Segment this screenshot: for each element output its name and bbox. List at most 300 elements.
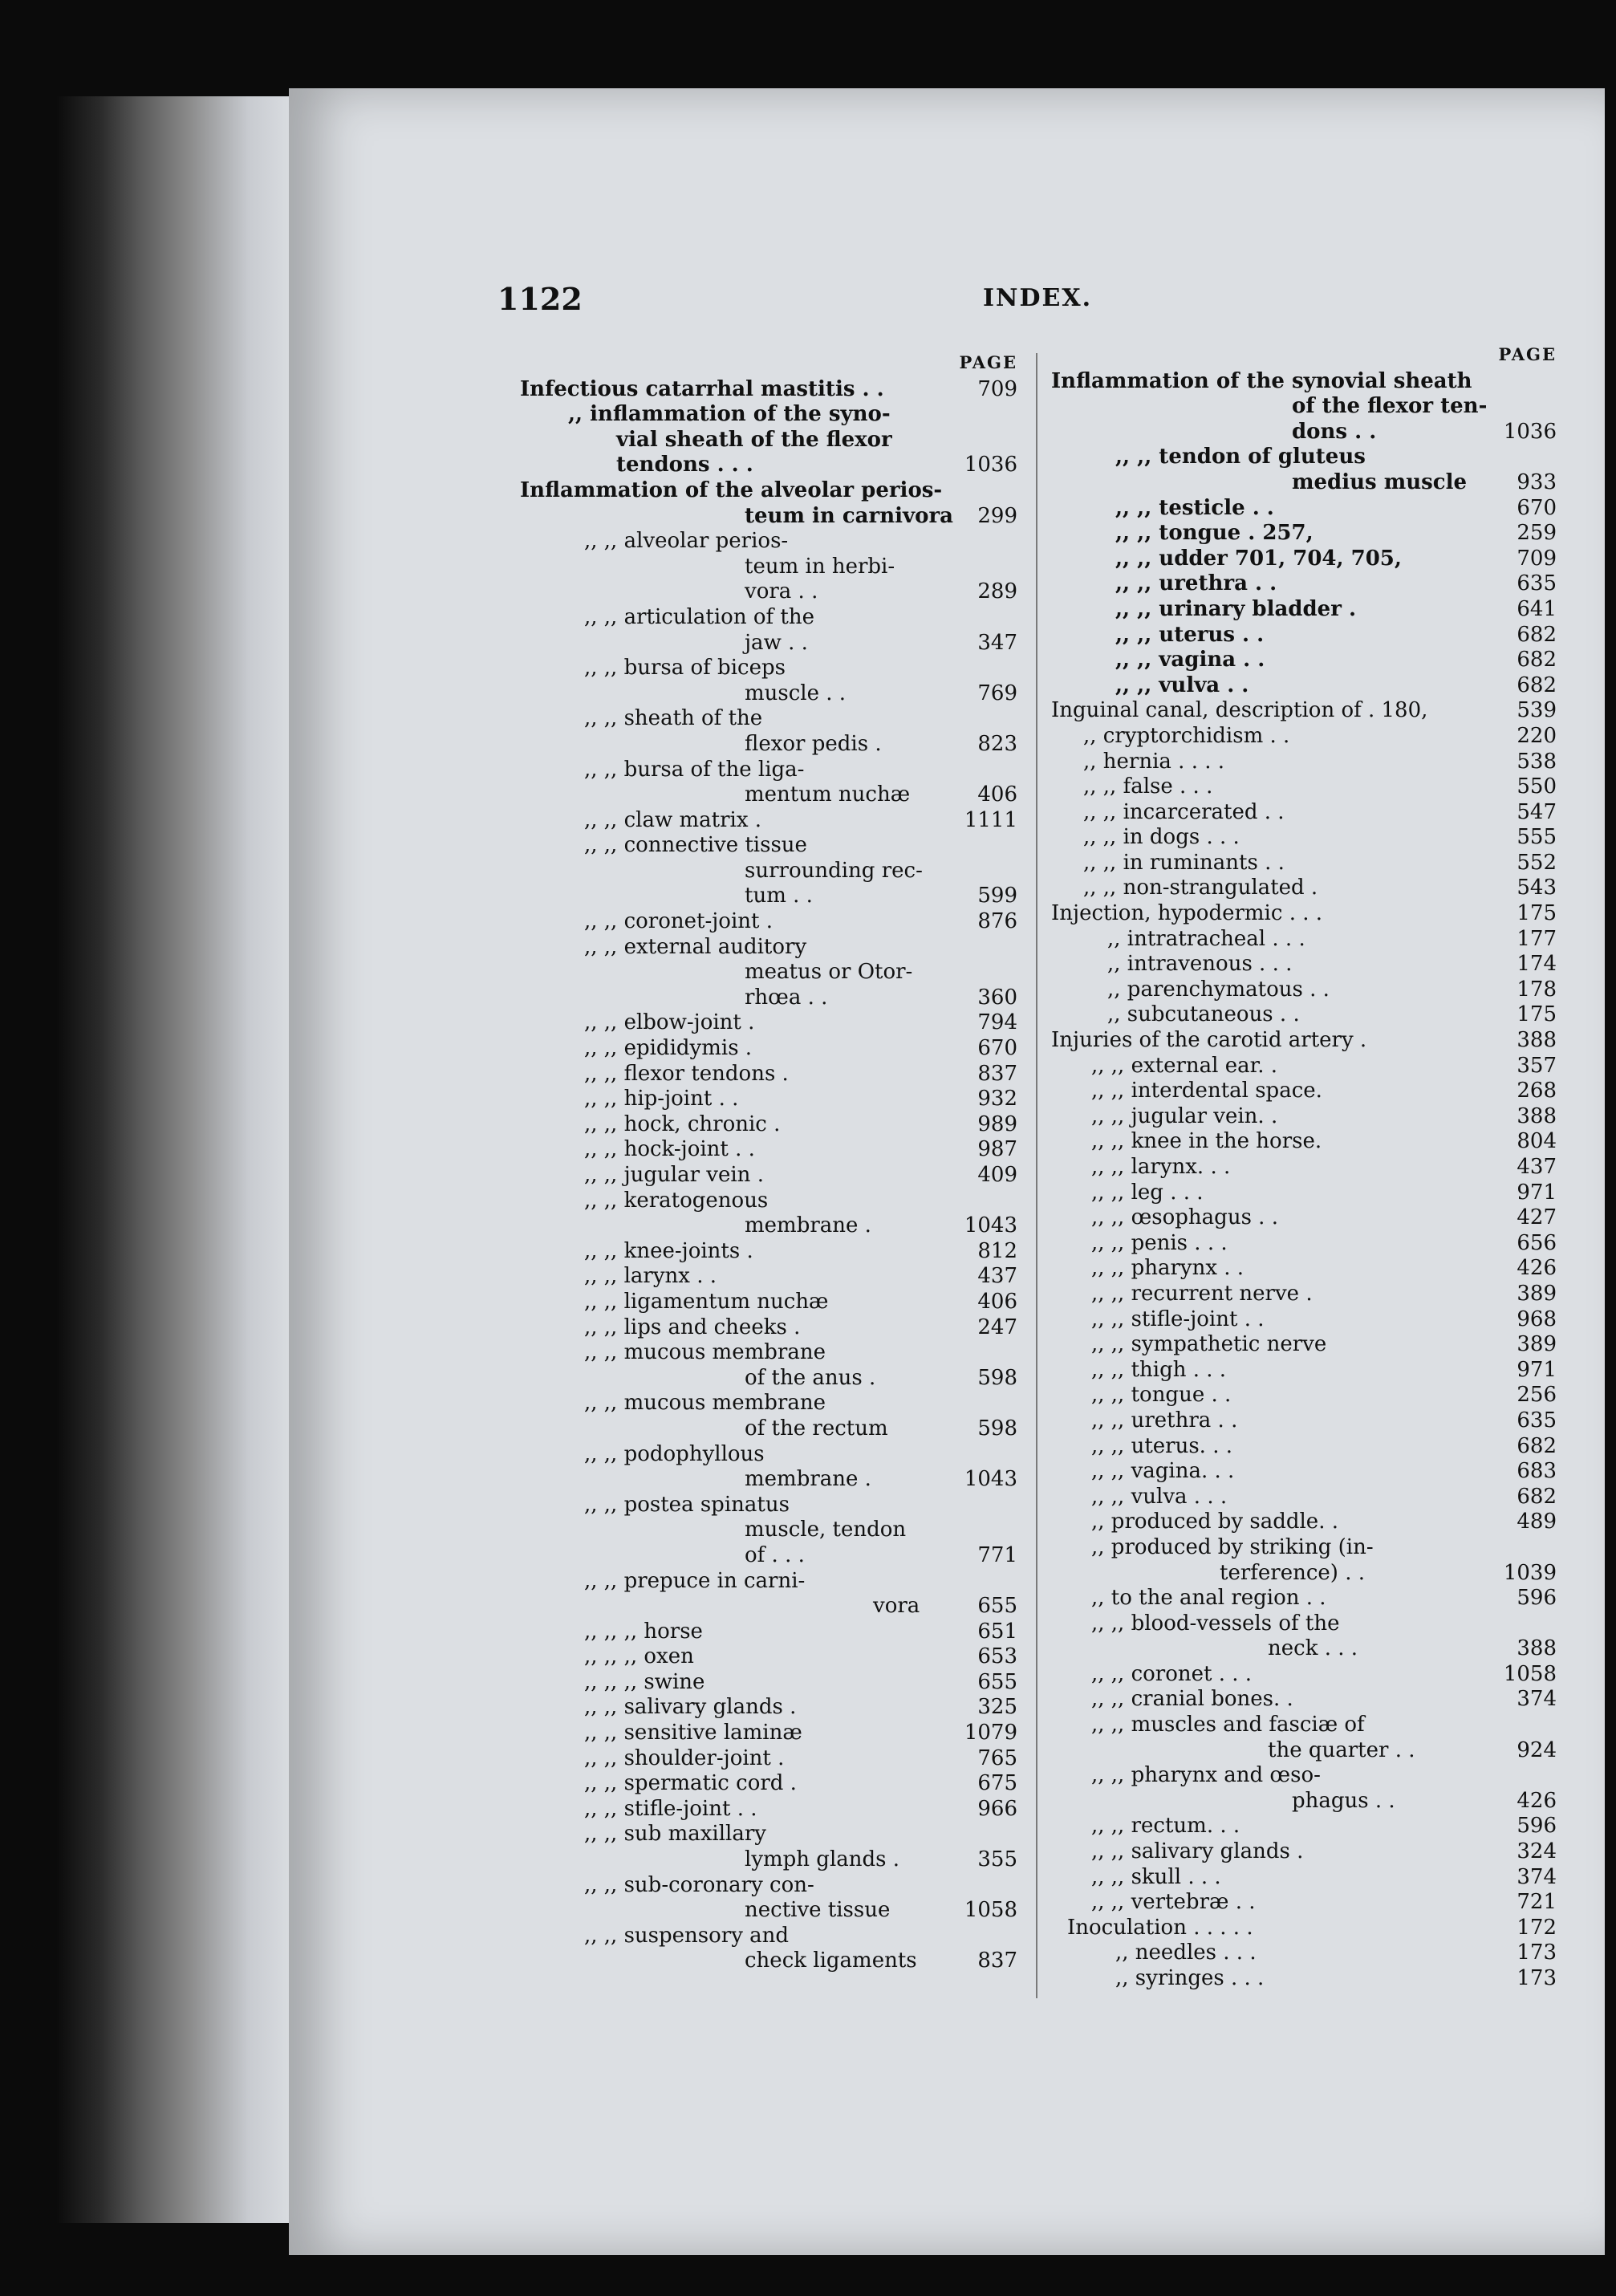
index-term: teum in herbi- — [745, 554, 895, 579]
index-entry — [520, 1163, 1017, 1189]
index-term: ,, ,, podophyllous — [584, 1441, 765, 1466]
index-entry — [1051, 1307, 1557, 1333]
index-entry — [1051, 1535, 1557, 1561]
index-entry — [520, 579, 1017, 605]
index-page-ref: 175 — [1517, 1002, 1557, 1027]
index-page-ref: 555 — [1517, 825, 1557, 850]
index-entry — [520, 1315, 1017, 1341]
index-page-ref: 552 — [1517, 850, 1557, 875]
column-divider — [1036, 353, 1037, 1998]
index-term: phagus . . — [1292, 1788, 1395, 1813]
index-term: ,, intratracheal . . . — [1107, 926, 1305, 951]
index-term: teum in carnivora — [745, 503, 953, 528]
index-entry — [520, 1746, 1017, 1772]
index-term: ,, ,, tongue . . — [1091, 1383, 1232, 1408]
index-page-ref: 388 — [1517, 1103, 1557, 1128]
index-term: ,, ,, tendon of gluteus — [1115, 445, 1366, 469]
index-page-ref: 175 — [1517, 901, 1557, 926]
index-entry — [1051, 1636, 1557, 1662]
index-page-ref: 1079 — [964, 1721, 1017, 1745]
index-entry — [1051, 1256, 1557, 1282]
index-page-ref: 721 — [1517, 1890, 1557, 1915]
index-term: ,, ,, testicle . . — [1115, 495, 1274, 520]
index-entry — [520, 758, 1017, 783]
index-page-ref: 682 — [1517, 1433, 1557, 1458]
index-term: ,, produced by striking (in- — [1091, 1534, 1374, 1559]
index-term: lymph glands . — [745, 1847, 900, 1872]
index-entry — [1051, 1155, 1557, 1181]
index-entry — [520, 1619, 1017, 1645]
index-page-ref: 256 — [1517, 1383, 1557, 1408]
index-entry — [1051, 394, 1557, 420]
index-page-ref: 247 — [977, 1315, 1017, 1339]
index-entry — [1051, 1940, 1557, 1966]
column-head-page: PAGE — [959, 352, 1017, 372]
index-term: ,, ,, claw matrix . — [584, 807, 762, 832]
index-entry — [1051, 1865, 1557, 1891]
index-entry — [520, 1062, 1017, 1087]
index-term: vora — [873, 1594, 920, 1619]
index-term: ,, ,, ligamentum nuchæ — [584, 1289, 829, 1314]
index-term: ,, ,, connective tissue — [584, 833, 807, 858]
index-page-ref: 1036 — [1503, 419, 1557, 444]
index-entry — [1051, 1510, 1557, 1535]
index-term: ,, ,, shoulder-joint . — [584, 1745, 785, 1770]
index-term: ,, parenchymatous . . — [1107, 977, 1330, 1002]
index-entry — [520, 985, 1017, 1011]
index-column-right — [1051, 342, 1557, 1992]
index-term: ,, ,, elbow-joint . — [584, 1010, 755, 1035]
index-page-ref: 173 — [1517, 1940, 1557, 1965]
index-entry — [520, 504, 1017, 530]
index-page-ref: 426 — [1517, 1256, 1557, 1281]
index-page-ref: 259 — [1517, 521, 1557, 546]
index-entry — [1051, 1358, 1557, 1384]
index-term: ,, ,, coronet . . . — [1091, 1661, 1253, 1686]
index-term: ,, ,, postea spinatus — [584, 1492, 790, 1517]
index-entry — [1051, 1561, 1557, 1587]
index-entry — [520, 1239, 1017, 1265]
index-entry — [520, 859, 1017, 884]
index-term: Inflammation of the alveolar perios- — [520, 477, 943, 502]
index-term: ,, ,, knee in the horse. — [1091, 1129, 1322, 1154]
index-entry — [1051, 750, 1557, 775]
index-term: ,, ,, pharynx . . — [1091, 1256, 1244, 1281]
index-entry — [520, 1822, 1017, 1847]
index-term: ,, ,, pharynx and œso- — [1091, 1763, 1321, 1788]
index-entry — [520, 1594, 1017, 1619]
index-page-ref: 324 — [1517, 1839, 1557, 1864]
index-entries-right — [1051, 369, 1557, 1992]
index-page-ref: 771 — [977, 1542, 1017, 1567]
index-term: ,, ,, thigh . . . — [1091, 1357, 1227, 1382]
index-page-ref: 550 — [1517, 774, 1557, 799]
index-page-ref: 374 — [1517, 1687, 1557, 1712]
index-term: the quarter . . — [1268, 1737, 1415, 1762]
index-term: ,, ,, mucous membrane — [584, 1391, 826, 1416]
index-entry — [520, 1847, 1017, 1873]
index-entry — [1051, 1966, 1557, 1992]
index-entry — [1051, 623, 1557, 648]
index-entry — [520, 909, 1017, 935]
index-term: ,, ,, hock-joint . . — [584, 1137, 755, 1162]
index-entry — [520, 1493, 1017, 1518]
index-page-ref: 837 — [977, 1949, 1017, 1973]
index-term: ,, ,, prepuce in carni- — [584, 1568, 806, 1593]
index-entry — [520, 1137, 1017, 1163]
index-term: ,, ,, interdental space. — [1091, 1079, 1322, 1103]
index-entry — [1051, 952, 1557, 977]
index-term: ,, ,, vagina. . . — [1091, 1459, 1235, 1484]
index-entry — [520, 1391, 1017, 1416]
index-entry — [520, 1670, 1017, 1696]
index-entry — [1051, 1713, 1557, 1738]
index-entry — [1051, 1839, 1557, 1865]
index-entry — [520, 1949, 1017, 1974]
index-entry — [520, 1087, 1017, 1112]
index-entry — [1051, 1662, 1557, 1688]
page-number: 1122 — [497, 281, 583, 317]
index-term: muscle . . — [745, 681, 847, 705]
index-term: ,, ,, œsophagus . . — [1091, 1205, 1278, 1230]
index-entry — [1051, 547, 1557, 572]
index-entry — [520, 935, 1017, 961]
index-entry — [520, 1290, 1017, 1315]
index-term: ,, ,, urinary bladder . — [1115, 596, 1357, 621]
index-term: ,, ,, hip-joint . . — [584, 1087, 739, 1111]
index-entry — [520, 808, 1017, 834]
index-entry — [520, 631, 1017, 656]
index-term: tum . . — [745, 884, 813, 908]
index-page-ref: 177 — [1517, 926, 1557, 951]
index-term: flexor pedis . — [745, 731, 882, 756]
index-term: ,, ,, leg . . . — [1091, 1180, 1204, 1205]
index-term: ,, ,, sheath of the — [584, 706, 763, 731]
index-entry — [1051, 1079, 1557, 1104]
index-term: ,, ,, vagina . . — [1115, 648, 1265, 673]
index-term: Inflammation of the synovial sheath — [1051, 368, 1472, 393]
index-term: ,, hernia . . . . — [1083, 749, 1225, 774]
index-page-ref: 682 — [1517, 648, 1557, 673]
index-entry — [1051, 1916, 1557, 1941]
index-page-ref: 437 — [1517, 1155, 1557, 1179]
index-term: ,, ,, ,, swine — [584, 1669, 705, 1694]
index-term: ,, ,, ,, horse — [584, 1619, 703, 1644]
index-term: ,, ,, vertebræ . . — [1091, 1890, 1256, 1915]
index-entry — [520, 960, 1017, 985]
index-entry — [520, 478, 1017, 504]
index-term: of the anus . — [745, 1365, 876, 1390]
index-entry — [520, 1442, 1017, 1468]
column-head-page: PAGE — [1498, 344, 1557, 364]
index-term: ,, ,, jugular vein . — [584, 1163, 764, 1187]
index-entry — [1051, 1586, 1557, 1611]
index-entry — [520, 732, 1017, 758]
index-entry — [1051, 1028, 1557, 1054]
index-page-ref: 427 — [1517, 1205, 1557, 1230]
index-term: ,, ,, muscles and fasciæ of — [1091, 1713, 1365, 1737]
index-term: ,, ,, stifle-joint . . — [1091, 1306, 1265, 1331]
index-term: ,, ,, sub-coronary con- — [584, 1872, 814, 1897]
index-term: ,, ,, external ear. . — [1091, 1053, 1277, 1078]
index-entry — [1051, 673, 1557, 699]
index-page-ref: 598 — [977, 1365, 1017, 1390]
index-page-ref: 325 — [977, 1695, 1017, 1720]
index-entry — [520, 402, 1017, 428]
index-term: ,, ,, epididymis . — [584, 1036, 753, 1061]
index-page-ref: 406 — [977, 1289, 1017, 1314]
index-entry — [1051, 1611, 1557, 1637]
index-entry — [520, 1467, 1017, 1493]
index-entry — [520, 1036, 1017, 1062]
index-page-ref: 641 — [1517, 596, 1557, 621]
index-term: ,, ,, jugular vein. . — [1091, 1103, 1278, 1128]
index-term: nective tissue — [745, 1898, 891, 1923]
index-page-ref: 426 — [1517, 1788, 1557, 1813]
index-page-ref: 709 — [1517, 546, 1557, 571]
index-term: ,, ,, penis . . . — [1091, 1230, 1228, 1255]
index-page-ref: 355 — [977, 1847, 1017, 1872]
index-page-ref: 388 — [1517, 1028, 1557, 1053]
index-entry — [1051, 876, 1557, 901]
index-entry — [520, 833, 1017, 859]
index-term: ,, ,, skull . . . — [1091, 1864, 1221, 1889]
index-term: surrounding rec- — [745, 858, 923, 883]
index-term: medius muscle — [1292, 469, 1468, 494]
index-page-ref: 543 — [1517, 876, 1557, 900]
index-page-ref: 675 — [977, 1771, 1017, 1796]
index-term: ,, ,, suspensory and — [584, 1923, 790, 1948]
index-entry — [1051, 470, 1557, 496]
index-page-ref: 268 — [1517, 1079, 1557, 1103]
index-term: ,, intravenous . . . — [1107, 952, 1293, 977]
index-term: Infectious catarrhal mastitis . . — [520, 376, 884, 401]
index-term: ,, ,, udder 701, 704, 705, — [1115, 546, 1402, 571]
index-page-ref: 547 — [1517, 799, 1557, 824]
index-entry — [1051, 648, 1557, 673]
index-page-ref: 1043 — [964, 1467, 1017, 1492]
index-entry — [520, 1695, 1017, 1721]
index-entry — [1051, 1231, 1557, 1257]
index-entry — [1051, 1789, 1557, 1814]
index-page-ref: 837 — [977, 1061, 1017, 1086]
index-entry — [520, 884, 1017, 909]
index-page-ref: 670 — [1517, 495, 1557, 520]
index-term: ,, to the anal region . . — [1091, 1586, 1326, 1611]
index-term: Injection, hypodermic . . . — [1051, 901, 1323, 926]
index-entry — [520, 1644, 1017, 1670]
index-page-ref: 682 — [1517, 622, 1557, 647]
index-term: ,, ,, bursa of biceps — [584, 656, 786, 681]
index-entry — [1051, 825, 1557, 851]
index-entry — [520, 1416, 1017, 1442]
index-page-ref: 709 — [977, 376, 1017, 401]
index-page-ref: 812 — [977, 1238, 1017, 1263]
index-page-ref: 374 — [1517, 1864, 1557, 1889]
index-term: ,, ,, rectum. . . — [1091, 1814, 1240, 1839]
index-page-ref: 360 — [977, 985, 1017, 1010]
index-entry — [1051, 1054, 1557, 1079]
index-entry — [1051, 420, 1557, 445]
index-entry — [520, 681, 1017, 707]
index-entry — [1051, 1205, 1557, 1231]
index-page-ref: 596 — [1517, 1814, 1557, 1839]
index-term: ,, ,, recurrent nerve . — [1091, 1281, 1313, 1306]
index-term: ,, inflammation of the syno- — [568, 402, 891, 427]
page-header — [497, 281, 1123, 329]
index-term: vial sheath of the flexor — [616, 427, 892, 452]
index-column-left — [520, 350, 1017, 1974]
index-page-ref: 804 — [1517, 1129, 1557, 1154]
book-spine-shadow — [56, 96, 297, 2223]
index-term: tendons . . . — [616, 453, 753, 477]
index-page-ref: 968 — [1517, 1306, 1557, 1331]
index-entry — [1051, 1434, 1557, 1460]
index-term: ,, ,, non-strangulated . — [1083, 876, 1318, 900]
index-entry — [520, 453, 1017, 478]
index-term: ,, ,, stifle-joint . . — [584, 1796, 757, 1821]
index-entry — [1051, 445, 1557, 470]
index-term: ,, ,, flexor tendons . — [584, 1061, 789, 1086]
index-entry — [1051, 1738, 1557, 1764]
index-term: ,, cryptorchidism . . — [1083, 723, 1290, 748]
index-page-ref: 769 — [977, 681, 1017, 705]
index-term: membrane . — [745, 1213, 871, 1238]
index-term: ,, subcutaneous . . — [1107, 1002, 1300, 1027]
index-entry — [520, 1112, 1017, 1138]
index-page-ref: 489 — [1517, 1510, 1557, 1534]
index-page-ref: 1036 — [964, 453, 1017, 477]
index-page-ref: 683 — [1517, 1459, 1557, 1484]
index-entry — [520, 1898, 1017, 1924]
index-term: ,, ,, articulation of the — [584, 604, 814, 629]
index-entry — [1051, 698, 1557, 724]
index-entry — [520, 706, 1017, 732]
index-entry — [1051, 1687, 1557, 1713]
index-entry — [520, 782, 1017, 808]
index-term: ,, ,, vulva . . . — [1091, 1484, 1228, 1509]
index-term: ,, ,, cranial bones. . — [1091, 1687, 1293, 1712]
index-term: ,, ,, false . . . — [1083, 774, 1213, 799]
index-page-ref: 989 — [977, 1111, 1017, 1136]
index-entry — [1051, 724, 1557, 750]
index-page-ref: 220 — [1517, 723, 1557, 748]
index-entry — [520, 1264, 1017, 1290]
index-term: ,, ,, uterus . . — [1115, 622, 1265, 647]
index-page-ref: 178 — [1517, 977, 1557, 1002]
index-term: membrane . — [745, 1467, 871, 1492]
index-entry — [1051, 1002, 1557, 1028]
index-page-ref: 655 — [977, 1594, 1017, 1619]
index-entry — [520, 1340, 1017, 1366]
index-page-ref: 635 — [1517, 1408, 1557, 1432]
index-term: of the flexor ten- — [1292, 394, 1488, 419]
index-entry — [520, 1569, 1017, 1595]
index-entry — [1051, 496, 1557, 522]
index-term: ,, ,, larynx. . . — [1091, 1155, 1231, 1179]
index-page-ref: 1058 — [1503, 1661, 1557, 1686]
index-term: ,, ,, coronet-joint . — [584, 909, 773, 934]
index-entry — [1051, 1459, 1557, 1485]
index-term: ,, needles . . . — [1115, 1940, 1257, 1965]
index-term: ,, ,, urethra . . — [1115, 571, 1277, 596]
index-term: ,, ,, larynx . . — [584, 1264, 717, 1289]
index-page-ref: 406 — [977, 782, 1017, 807]
index-entry — [1051, 1181, 1557, 1206]
index-term: ,, ,, hock, chronic . — [584, 1111, 781, 1136]
index-page-ref: 682 — [1517, 1484, 1557, 1509]
index-term: ,, ,, knee-joints . — [584, 1238, 753, 1263]
index-page-ref: 932 — [977, 1087, 1017, 1111]
index-page-ref: 299 — [977, 503, 1017, 528]
index-term: Inguinal canal, description of . 180, — [1051, 698, 1428, 723]
index-entry — [520, 1924, 1017, 1949]
index-page-ref: 1039 — [1503, 1560, 1557, 1585]
index-term: mentum nuchæ — [745, 782, 911, 807]
index-entry — [1051, 901, 1557, 927]
index-page-ref: 765 — [977, 1745, 1017, 1770]
index-entry — [1051, 927, 1557, 953]
index-page-ref: 389 — [1517, 1281, 1557, 1306]
index-entry — [520, 1010, 1017, 1036]
index-term: of . . . — [745, 1542, 805, 1567]
index-entry — [520, 656, 1017, 681]
index-page-ref: 656 — [1517, 1230, 1557, 1255]
index-term: muscle, tendon — [745, 1518, 907, 1542]
index-entry — [520, 1873, 1017, 1899]
index-page-ref: 599 — [977, 884, 1017, 908]
index-page-ref: 437 — [977, 1264, 1017, 1289]
index-term: ,, ,, spermatic cord . — [584, 1771, 797, 1796]
index-entry — [1051, 597, 1557, 623]
index-entry — [1051, 977, 1557, 1003]
index-entries-left — [520, 377, 1017, 1974]
index-term: ,, ,, external auditory — [584, 934, 807, 959]
index-term: ,, ,, sub maxillary — [584, 1822, 766, 1847]
index-entry — [1051, 1332, 1557, 1358]
index-entry — [520, 1366, 1017, 1392]
index-entry — [1051, 369, 1557, 395]
index-entry — [520, 377, 1017, 403]
index-entry — [1051, 1129, 1557, 1155]
index-page-ref: 971 — [1517, 1357, 1557, 1382]
index-page-ref: 966 — [977, 1796, 1017, 1821]
index-page-ref: 655 — [977, 1669, 1017, 1694]
index-entry — [520, 428, 1017, 453]
index-page-ref: 651 — [977, 1619, 1017, 1644]
index-page-ref: 670 — [977, 1036, 1017, 1061]
index-page-ref: 389 — [1517, 1332, 1557, 1357]
index-term: check ligaments — [745, 1949, 917, 1973]
index-entry — [520, 1213, 1017, 1239]
page-title: INDEX. — [983, 284, 1093, 312]
index-page-ref: 598 — [977, 1416, 1017, 1441]
index-page-ref: 409 — [977, 1163, 1017, 1187]
index-entry — [520, 1771, 1017, 1797]
index-term: meatus or Otor- — [745, 960, 913, 985]
index-page-ref: 1058 — [964, 1898, 1017, 1923]
index-term: ,, ,, urethra . . — [1091, 1408, 1238, 1432]
index-term: jaw . . — [745, 630, 808, 655]
index-entry — [520, 1797, 1017, 1823]
index-term: ,, ,, salivary glands . — [1091, 1839, 1304, 1864]
index-term: ,, ,, keratogenous — [584, 1188, 769, 1213]
index-term: ,, ,, in dogs . . . — [1083, 825, 1240, 850]
index-page-ref: 347 — [977, 630, 1017, 655]
index-term: ,, syringes . . . — [1115, 1966, 1265, 1990]
index-entry — [1051, 1814, 1557, 1839]
index-page-ref: 987 — [977, 1137, 1017, 1162]
